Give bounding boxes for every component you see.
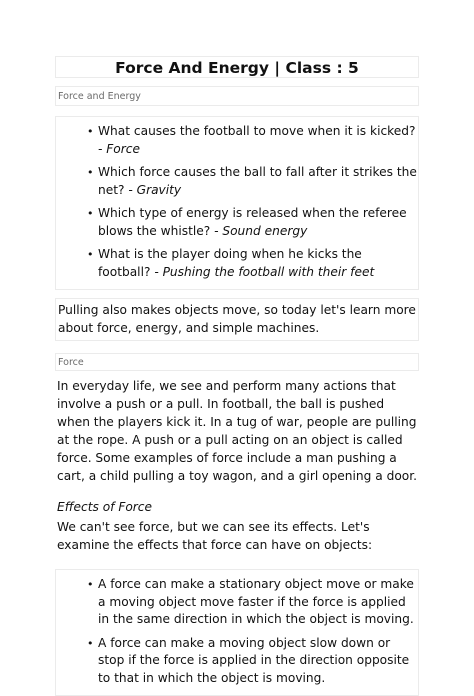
force-paragraph: In everyday life, we see and perform many actions that involve a push or a pull. In football, the ball is pushed when the players kick it. In a tug of war, people are pulling at the rope. A push or a pull acting on an object is called force. Some examples of force include a man pushing a cart, a child pulling a toy wagon, and a girl opening a door. (57, 379, 418, 483)
list-item: • A force can make a stationary object move or make a moving object move faster if the force is applied in the same direction in which the object is moving. (98, 576, 418, 629)
list-item (98, 246, 418, 281)
effects-heading: Effects of Force (57, 500, 152, 514)
answer-text: - Pushing the football with their feet (154, 264, 375, 279)
list-item (98, 205, 418, 240)
intro-paragraph: Pulling also makes objects move, so today let's learn more about force, energy, and simple machines. (55, 298, 419, 341)
effects-intro-paragraph: We can't see force, but we can see its effects. Let's examine the effects that force can have on objects: (57, 520, 373, 552)
section-label-force: Force (55, 353, 419, 371)
answer-text: - Force (98, 141, 140, 156)
section-label-force-and-energy: Force and Energy (55, 86, 419, 106)
question-text: Which force causes the ball to fall after it strikes the net? (98, 165, 417, 197)
question-text: Which type of energy is released when the referee blows the whistle? (98, 206, 407, 238)
list-item (98, 123, 418, 158)
answer-text: - Sound energy (214, 223, 308, 238)
question-text: What causes the football to move when it is kicked? (98, 124, 416, 138)
list-item (98, 164, 418, 199)
question-text: What is the player doing when he kicks the football? (98, 247, 362, 279)
page-title: Force And Energy | Class : 5 (55, 56, 419, 78)
document-page (55, 56, 419, 696)
effects-list (55, 569, 419, 696)
question-list (55, 116, 419, 290)
list-item: • A force can make a moving object slow down or stop if the force is applied in the direction opposite to that in which the object is moving. (98, 635, 418, 688)
answer-text: - Gravity (128, 182, 182, 197)
